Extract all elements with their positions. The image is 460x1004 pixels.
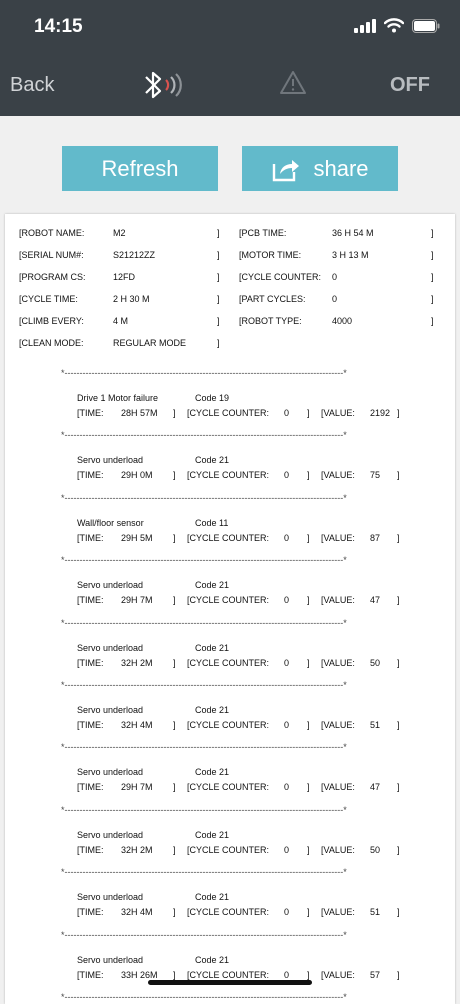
info-row-left bbox=[19, 272, 229, 284]
fault-code: Code 11 bbox=[195, 517, 229, 528]
fault-value-value: 2192 bbox=[370, 408, 391, 418]
info-value: M2 bbox=[113, 228, 126, 238]
fault-counter-label: [CYCLE COUNTER: bbox=[187, 595, 270, 606]
fault-time-value: 32H 4M bbox=[121, 907, 153, 918]
fault-time-value: 28H 57M bbox=[121, 408, 158, 418]
info-value: 0 bbox=[332, 294, 338, 304]
share-icon bbox=[271, 156, 301, 182]
info-label: [MOTOR TIME: bbox=[239, 250, 302, 260]
refresh-button-label: Refresh bbox=[101, 155, 179, 181]
info-row-left bbox=[19, 250, 229, 262]
fault-data-row bbox=[77, 533, 417, 545]
signal-icon bbox=[354, 19, 376, 33]
fault-code: Code 21 bbox=[195, 954, 230, 965]
fault-time-label: [TIME: bbox=[77, 844, 104, 855]
fault-counter-close: ] bbox=[307, 720, 310, 730]
fault-counter-value: 0 bbox=[284, 782, 290, 793]
fault-value-label: [VALUE: bbox=[321, 782, 355, 793]
fault-name: Servo underload bbox=[77, 580, 144, 591]
back-button[interactable]: Back bbox=[10, 74, 55, 96]
fault-value-label: [VALUE: bbox=[321, 907, 355, 918]
fault-data-row bbox=[77, 658, 417, 670]
fault-value-close: ] bbox=[397, 532, 400, 543]
report-divider: *---------------------------------------------------------------------------------------------* bbox=[61, 680, 347, 690]
fault-value-label: [VALUE: bbox=[321, 844, 355, 855]
home-indicator[interactable] bbox=[148, 980, 312, 985]
fault-data-row bbox=[77, 408, 417, 420]
fault-counter-value: 0 bbox=[284, 408, 290, 418]
power-status[interactable]: OFF bbox=[390, 74, 430, 96]
fault-value-label: [VALUE: bbox=[321, 470, 355, 481]
info-bracket: ] bbox=[431, 228, 434, 238]
fault-title bbox=[77, 767, 377, 779]
fault-time-value: 32H 2M bbox=[121, 844, 153, 855]
share-button-label: share bbox=[313, 155, 369, 181]
info-label: [CYCLE TIME: bbox=[19, 294, 78, 304]
fault-code: Code 21 bbox=[195, 892, 230, 903]
fault-value-label: [VALUE: bbox=[321, 969, 355, 980]
fault-code: Code 21 bbox=[195, 705, 230, 715]
fault-counter-label: [CYCLE COUNTER: bbox=[187, 782, 270, 793]
fault-counter-label: [CYCLE COUNTER: bbox=[187, 720, 270, 730]
fault-name: Servo underload bbox=[77, 705, 144, 715]
fault-time-label: [TIME: bbox=[77, 470, 104, 481]
share-button[interactable] bbox=[242, 146, 398, 191]
info-row-right bbox=[239, 316, 439, 328]
fault-counter-value: 0 bbox=[284, 907, 290, 918]
fault-time-label: [TIME: bbox=[77, 969, 104, 980]
info-bracket: ] bbox=[217, 294, 220, 304]
info-label: [ROBOT NAME: bbox=[19, 228, 85, 238]
fault-counter-label: [CYCLE COUNTER: bbox=[187, 844, 270, 855]
status-icons bbox=[354, 18, 440, 33]
info-value: 4 M bbox=[113, 316, 129, 326]
fault-counter-close: ] bbox=[307, 969, 310, 980]
fault-name: Servo underload bbox=[77, 455, 144, 466]
fault-title bbox=[77, 393, 377, 405]
info-label: [PROGRAM CS: bbox=[19, 272, 86, 282]
fault-value-close: ] bbox=[397, 844, 400, 855]
bluetooth-icon[interactable] bbox=[140, 68, 190, 102]
info-row-right bbox=[239, 250, 439, 262]
fault-title bbox=[77, 955, 377, 967]
fault-code: Code 21 bbox=[195, 767, 230, 778]
info-row-right bbox=[239, 272, 439, 284]
nav-bar bbox=[0, 54, 460, 116]
report-panel bbox=[5, 214, 455, 1004]
fault-counter-value: 0 bbox=[284, 844, 290, 855]
fault-value-close: ] bbox=[397, 969, 400, 980]
fault-time-label: [TIME: bbox=[77, 907, 104, 918]
info-row-left bbox=[19, 316, 229, 328]
fault-title bbox=[77, 580, 377, 592]
fault-counter-close: ] bbox=[307, 657, 310, 668]
fault-value-value: 47 bbox=[370, 782, 381, 793]
report-divider: *---------------------------------------------------------------------------------------------* bbox=[61, 430, 347, 441]
fault-code: Code 21 bbox=[195, 829, 230, 840]
fault-name: Servo underload bbox=[77, 767, 144, 778]
fault-name: Servo underload bbox=[77, 954, 144, 965]
info-value: REGULAR MODE bbox=[113, 338, 187, 348]
fault-value-value: 51 bbox=[370, 907, 381, 918]
info-bracket: ] bbox=[217, 272, 220, 282]
fault-time-label: [TIME: bbox=[77, 532, 104, 543]
info-bracket: ] bbox=[431, 294, 434, 304]
info-value: 3 H 13 M bbox=[332, 250, 369, 260]
fault-data-row bbox=[77, 782, 417, 794]
fault-title bbox=[77, 892, 377, 904]
fault-value-close: ] bbox=[397, 408, 400, 418]
fault-counter-close: ] bbox=[307, 408, 310, 418]
fault-name: Servo underload bbox=[77, 829, 144, 840]
warning-icon[interactable] bbox=[279, 70, 307, 96]
info-label: [PCB TIME: bbox=[239, 228, 287, 238]
fault-counter-value: 0 bbox=[284, 470, 290, 481]
fault-time-label: [TIME: bbox=[77, 408, 104, 418]
fault-counter-label: [CYCLE COUNTER: bbox=[187, 907, 270, 918]
info-row-left bbox=[19, 228, 229, 240]
fault-counter-close: ] bbox=[307, 470, 310, 481]
info-value: 4000 bbox=[332, 316, 353, 326]
info-row-left bbox=[19, 338, 229, 350]
info-bracket: ] bbox=[217, 316, 220, 326]
info-bracket: ] bbox=[217, 228, 220, 238]
fault-title bbox=[77, 518, 377, 530]
fault-time-value: 29H 0M bbox=[121, 470, 153, 481]
fault-value-label: [VALUE: bbox=[321, 595, 355, 606]
fault-counter-value: 0 bbox=[284, 595, 290, 606]
fault-time-label: [TIME: bbox=[77, 595, 104, 606]
fault-data-row bbox=[77, 470, 417, 482]
fault-value-close: ] bbox=[397, 657, 400, 668]
fault-value-close: ] bbox=[397, 720, 400, 730]
fault-value-label: [VALUE: bbox=[321, 532, 355, 543]
info-value: 2 H 30 M bbox=[113, 294, 150, 304]
fault-code: Code 21 bbox=[195, 580, 230, 591]
info-bracket: ] bbox=[217, 250, 220, 260]
fault-counter-close: ] bbox=[307, 532, 310, 543]
info-value: 36 H 54 M bbox=[332, 228, 374, 238]
fault-value-value: 87 bbox=[370, 532, 381, 543]
fault-code: Code 21 bbox=[195, 455, 230, 466]
info-label: [SERIAL NUM#: bbox=[19, 250, 84, 260]
fault-title bbox=[77, 455, 377, 467]
fault-time-close: ] bbox=[173, 595, 176, 606]
fault-data-row bbox=[77, 907, 417, 919]
fault-counter-label: [CYCLE COUNTER: bbox=[187, 532, 270, 543]
info-bracket: ] bbox=[431, 316, 434, 326]
fault-time-close: ] bbox=[173, 470, 176, 481]
fault-counter-label: [CYCLE COUNTER: bbox=[187, 408, 270, 418]
fault-counter-value: 0 bbox=[284, 532, 290, 543]
fault-counter-label: [CYCLE COUNTER: bbox=[187, 470, 270, 481]
fault-value-label: [VALUE: bbox=[321, 720, 355, 730]
fault-value-label: [VALUE: bbox=[321, 657, 355, 668]
fault-name: Servo underload bbox=[77, 642, 144, 653]
fault-value-close: ] bbox=[397, 907, 400, 918]
fault-name: Drive 1 Motor failure bbox=[77, 393, 159, 403]
info-label: [ROBOT TYPE: bbox=[239, 316, 302, 326]
fault-code: Code 21 bbox=[195, 642, 230, 653]
fault-value-close: ] bbox=[397, 782, 400, 793]
report-divider: *---------------------------------------------------------------------------------------------* bbox=[61, 742, 347, 753]
fault-time-label: [TIME: bbox=[77, 782, 104, 793]
fault-time-value: 33H 26M bbox=[121, 969, 158, 980]
fault-time-close: ] bbox=[173, 657, 176, 668]
fault-time-close: ] bbox=[173, 969, 176, 980]
report-divider: *---------------------------------------------------------------------------------------------* bbox=[61, 992, 347, 1002]
report-divider: *---------------------------------------------------------------------------------------------* bbox=[61, 368, 347, 378]
fault-time-value: 29H 7M bbox=[121, 782, 153, 793]
fault-counter-value: 0 bbox=[284, 720, 290, 730]
report-divider: *---------------------------------------------------------------------------------------------* bbox=[61, 617, 347, 628]
fault-time-value: 32H 4M bbox=[121, 720, 153, 730]
fault-data-row bbox=[77, 595, 417, 607]
fault-value-value: 57 bbox=[370, 969, 381, 980]
fault-counter-close: ] bbox=[307, 782, 310, 793]
fault-counter-close: ] bbox=[307, 844, 310, 855]
fault-value-value: 50 bbox=[370, 657, 381, 668]
info-value: S21212ZZ bbox=[113, 250, 156, 260]
fault-counter-close: ] bbox=[307, 595, 310, 606]
fault-counter-value: 0 bbox=[284, 657, 290, 668]
info-value: 0 bbox=[332, 272, 338, 282]
info-bracket: ] bbox=[217, 338, 220, 348]
fault-value-label: [VALUE: bbox=[321, 408, 355, 418]
fault-time-value: 29H 5M bbox=[121, 532, 153, 543]
fault-title bbox=[77, 643, 377, 655]
fault-time-close: ] bbox=[173, 844, 176, 855]
info-label: [PART CYCLES: bbox=[239, 294, 306, 304]
report-divider: *---------------------------------------------------------------------------------------------* bbox=[61, 492, 347, 503]
battery-icon bbox=[412, 19, 440, 33]
info-row-left bbox=[19, 294, 229, 306]
report-divider: *---------------------------------------------------------------------------------------------* bbox=[61, 929, 347, 940]
fault-value-value: 75 bbox=[370, 470, 381, 481]
fault-time-close: ] bbox=[173, 408, 176, 418]
fault-time-close: ] bbox=[173, 782, 176, 793]
fault-time-close: ] bbox=[173, 907, 176, 918]
info-row-right bbox=[239, 228, 439, 240]
fault-time-close: ] bbox=[173, 720, 176, 730]
fault-value-value: 50 bbox=[370, 844, 381, 855]
refresh-button[interactable] bbox=[62, 146, 218, 191]
fault-name: Wall/floor sensor bbox=[77, 517, 144, 528]
info-row-right bbox=[239, 294, 439, 306]
fault-counter-value: 0 bbox=[284, 969, 290, 980]
fault-name: Servo underload bbox=[77, 892, 144, 903]
fault-code: Code 19 bbox=[195, 393, 230, 403]
wifi-icon bbox=[384, 18, 404, 33]
fault-title bbox=[77, 705, 377, 717]
report-divider: *---------------------------------------------------------------------------------------------* bbox=[61, 867, 347, 878]
fault-data-row bbox=[77, 845, 417, 857]
fault-time-label: [TIME: bbox=[77, 657, 104, 668]
info-bracket: ] bbox=[431, 250, 434, 260]
fault-value-value: 47 bbox=[370, 595, 381, 606]
fault-counter-label: [CYCLE COUNTER: bbox=[187, 969, 270, 980]
fault-time-value: 32H 2M bbox=[121, 657, 153, 668]
report-divider: *---------------------------------------------------------------------------------------------* bbox=[61, 555, 347, 566]
fault-counter-close: ] bbox=[307, 907, 310, 918]
fault-value-value: 51 bbox=[370, 720, 381, 730]
fault-data-row bbox=[77, 720, 417, 732]
info-label: [CLIMB EVERY: bbox=[19, 316, 84, 326]
fault-value-close: ] bbox=[397, 470, 400, 481]
info-label: [CYCLE COUNTER: bbox=[239, 272, 322, 282]
report-divider: *---------------------------------------------------------------------------------------------* bbox=[61, 804, 347, 815]
status-time: 14:15 bbox=[34, 16, 83, 37]
info-bracket: ] bbox=[431, 272, 434, 282]
fault-title bbox=[77, 830, 377, 842]
status-bar bbox=[0, 0, 460, 54]
fault-time-close: ] bbox=[173, 532, 176, 543]
info-label: [CLEAN MODE: bbox=[19, 338, 84, 348]
fault-value-close: ] bbox=[397, 595, 400, 606]
fault-counter-label: [CYCLE COUNTER: bbox=[187, 657, 270, 668]
info-value: 12FD bbox=[113, 272, 136, 282]
fault-time-value: 29H 7M bbox=[121, 595, 153, 606]
fault-time-label: [TIME: bbox=[77, 720, 104, 730]
